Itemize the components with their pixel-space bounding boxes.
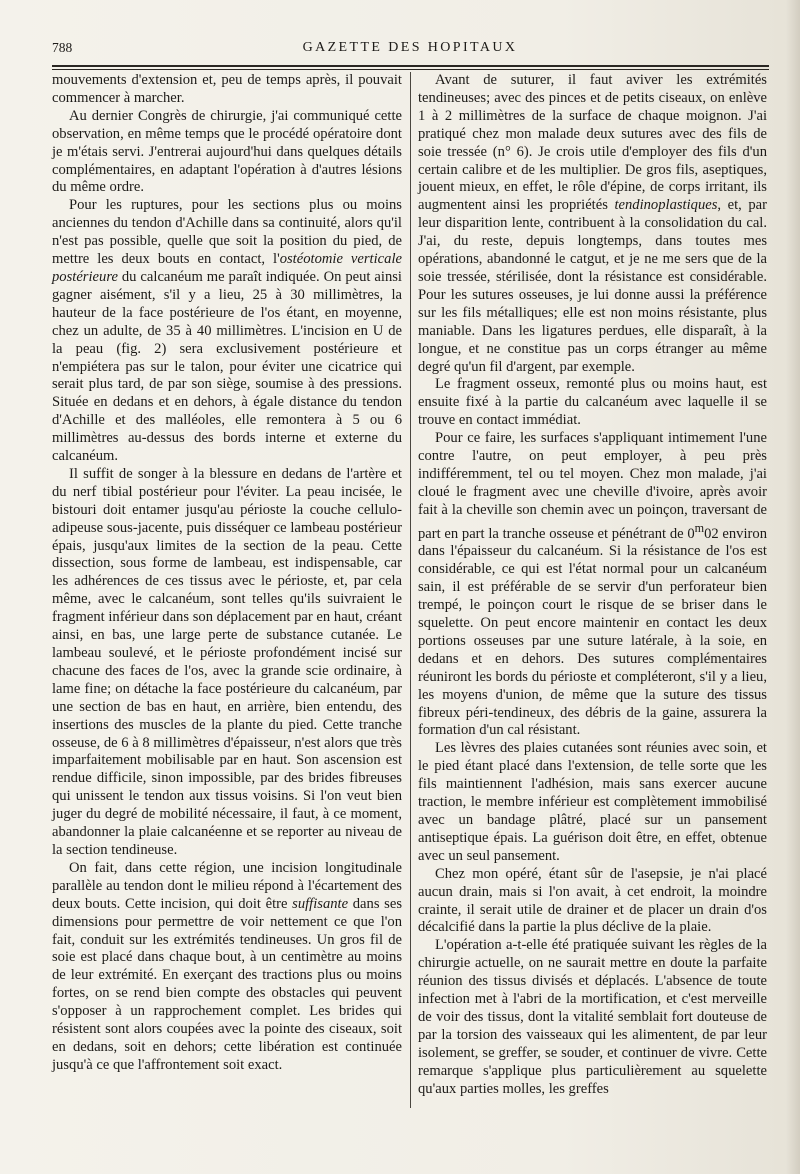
paragraph-text: , et, par leur disparition lente, contribuent à la consolidation du cal. J'ai, du reste, depuis longtemps, dans toutes mes opérations, abandonné le catgut, et je ne me sers que de la soie tressée, stérilisée, dont la résistance est considérable. Pour les sutures osseuses, je lui donne aussi la préférence sur les fils métalliques; elle est non moins résistante, plus maniable. Dans les ligatures perdues, elle disparaît, à la longue, et ne constitue pas un corps étranger au même degré qu'un fil d'argent, par exemple.: [418, 197, 767, 375]
paragraph-text: dans ses dimensions pour permettre de voir nettement ce que l'on fait, conduit sur les extrémités tendineuses. Un gros fil de soie est placé dans chaque bout, à un centimètre au moins de leur extrémité. En exerçant des tractions plus ou moins fortes, on se rend bien compte des obstacles qui peuvent s'opposer à un rapprochement complet. Les brides qui résistent sont alors coupées avec la pointe des ciseaux, soit en dedans, soit en dehors; cette libération est continuée jusqu'à ce que l'affrontement soit exact.: [52, 895, 402, 1073]
paragraph: Chez mon opéré, étant sûr de l'asepsie, je n'ai placé aucun drain, mais si l'on avait, à cet endroit, la moindre crainte, il serait utile de drainer et de placer un drain d'os décalcifié dans la partie la plus déclive de la plaie.: [418, 865, 767, 936]
paragraph: [52, 197, 402, 466]
paragraph: Les lèvres des plaies cutanées sont réunies avec soin, et le pied étant placé dans l'extension, de telle sorte que les fils maintiennent l'adhésion, mais sans exercer aucune traction, le membre inférieur est complètement immobilisé avec un bandage plâtré, placé sur un pansement antiseptique épais. La guérison doit être, en effet, obtenue avec un seul pansement.: [418, 740, 767, 864]
italic-term: tendinoplastiques: [614, 197, 718, 214]
italic-term: suffisante: [292, 895, 349, 912]
page-number: 788: [52, 40, 73, 55]
paragraph-text: 02 environ dans l'épaisseur du calcanéum. Si la résistance de l'os est considérable, ce qui est l'état normal pour un calcanéum sain, il est préférable de se servir d'un perforateur bien trempé, le poinçon court le risque de se briser dans le squelette. On peut encore maintenir en contact les deux portions osseuses par une suture latérale, à la soie, en dedans et en dehors. Des sutures complémentaires réuniront les bords du périoste et compléteront, s'il y a lieu, les moyens d'union, de même que la suture des tissus fibreux péri-tendineux, des débris de la gaine, assurera la formation d'un cal résistant.: [418, 525, 767, 739]
right-column: [418, 72, 767, 1099]
page-header: [52, 38, 768, 60]
paragraph: Le fragment osseux, remonté plus ou moins haut, est ensuite fixé à la partie du calcanéum avec laquelle il se trouve en contact immédiat.: [418, 376, 767, 429]
paragraph-text: Pour les ruptures, pour les sections plus ou moins anciennes du tendon d'Achille dans sa continuité, alors qu'il n'est pas possible, quelle que soit la position du pied, de mettre les deux bouts en contact, l': [52, 197, 402, 268]
page-edge-shadow: [786, 0, 800, 1174]
paragraph: mouvements d'extension et, peu de temps après, il pouvait commencer à marcher.: [52, 72, 402, 106]
paragraph: Il suffit de songer à la blessure en dedans de l'artère et du nerf tibial postérieur pour l'éviter. La peau incisée, le bistouri doit entamer jusqu'au périoste la couche cellulo-adipeuse sous-jacente, puis disséquer ce lambeau postérieur épais, jusqu'aux limites de la section de la peau. Cette dissection, sous forme de lambeau, est indispensable, car les adhérences de ces tissus avec le périoste, et, par cela même, avec le calcanéum, sont telles qu'ils suivraient le fragment inférieur dans son déplacement par en haut, créant ainsi, en bas, une large perte de substance cutanée. Le lambeau soulevé, et le périoste profondément incisé sur chacune des faces de l'os, avec la grande scie ordinaire, à lame fine; on détache la face postérieure du calcanéum, par une section de bas en haut, en arrière, bien entendu, des insertions des muscles de la plante du pied. Cette tranche osseuse, de 6 à 8 millimètres d'épaisseur, n'est alors que très imparfaitement mobilisable par en haut. Son ascension est rendue difficile, sinon impossible, par des brides fibreuses qui unissent le tendon aux tissus voisins. Si l'on veut bien juger du degré de mobilité nécessaire, il faut, à ce moment, abandonner la plaie calcanéenne et se reporter au niveau de la section tendineuse.: [52, 465, 402, 858]
header-rule-thin: [52, 69, 769, 70]
paragraph-text: du calcanéum me paraît indiquée. On peut ainsi gagner aisément, s'il y a lieu, 25 à 30 millimètres, la hauteur de la face postérieure de l'os étant, en moyenne, chez un adulte, de 35 à 40 millimètres. L'incision en U de la peau (fig. 2) sera exclusivement postérieure et n'empiétera pas sur le talon, pour éviter une cicatrice qui serait plus tard, de par son siège, soumise à des pressions. Située en dedans et en dehors, à égale distance du tendon d'Achille et des malléoles, elle remontera à 5 ou 6 millimètres au-dessus des bords interne et externe du calcanéum.: [52, 268, 402, 465]
paragraph-text: Avant de suturer, il faut aviver les extrémités tendineuses; avec des pinces et de petits ciseaux, on enlève 1 à 2 millimètres de la surface de chaque moignon. J'ai pratiqué chez mon malade deux sutures avec des fils de soie tressée (n° 6). Je crois utile d'employer des fils d'un certain calibre et de les multiplier. De gros fils, aseptiques, jouent mieux, en effet, le rôle d'épine, de corps irritant, ils augmentent ainsi les propriétés: [418, 72, 767, 214]
paragraph: [52, 860, 402, 1075]
paragraph: Au dernier Congrès de chirurgie, j'ai communiqué cette observation, en même temps que le procédé opératoire dont je m'étais servi. J'entrerai aujourd'hui dans quelques détails complémentaires, en adaptant l'opération à d'autres lésions du même ordre.: [52, 107, 402, 196]
paragraph-text: Pour ce faire, les surfaces s'appliquant intimement l'une contre l'autre, on peut employer, à peu près indifféremment, tel ou tel moyen. Chez mon malade, j'ai cloué le fragment avec une cheville d'ivoire, après avoir fait à la cheville son chemin avec un poinçon, traversant de part en part la tranche osseuse et pénétrant de 0: [418, 430, 767, 542]
journal-title: GAZETTE DES HOPITAUX: [302, 40, 518, 55]
column-divider: [410, 72, 411, 1108]
paragraph-text: On fait, dans cette région, une incision longitudinale parallèle au tendon dont le milieu répond à l'écartement des deux bouts. Cette incision, qui doit être: [52, 859, 402, 912]
left-column: [52, 72, 402, 1075]
italic-term: ostéotomie verticale postérieure: [52, 251, 402, 285]
superscript-unit: m: [694, 520, 705, 535]
paragraph: [418, 430, 767, 740]
header-rule-thick: [52, 65, 769, 67]
paragraph: L'opération a-t-elle été pratiquée suivant les règles de la chirurgie actuelle, on ne saurait mettre en doute la parfaite réunion des tissus divisés et déplacés. L'absence de toute infection met à l'abri de la mortification, et c'est merveille de voir des tissus, dont la vitalité semblait fort douteuse de par la torsion des vaisseaux qui les alimentent, de par leur isolement, se greffer, se souder, et continuer de vivre. Cette remarque s'applique plus particulièrement au squelette qu'aux parties molles, les greffes: [418, 937, 767, 1097]
paragraph: [418, 72, 767, 376]
